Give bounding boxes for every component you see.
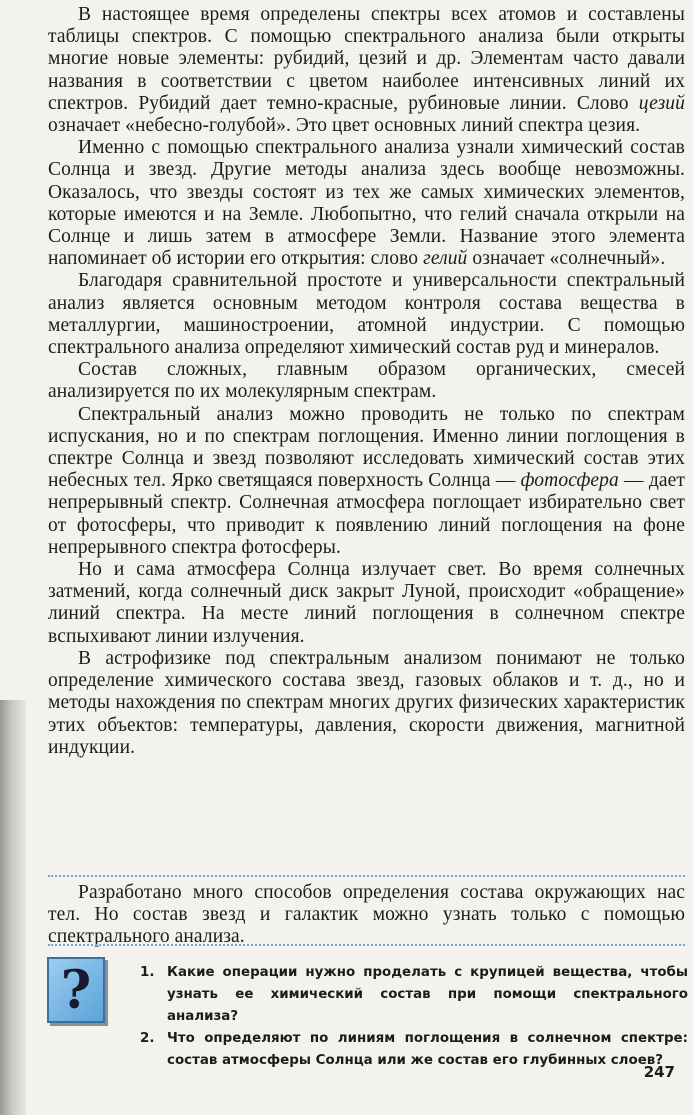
paragraph-spectra (48, 4, 685, 137)
question-text: Какие операции нужно проделать с крупицей вещества, чтобы узнать ее химический состав при помощи спектрального анализа? (167, 965, 688, 1024)
paragraph-sun-composition (48, 137, 685, 270)
text-run: В настоящее время определены спектры всех атомов и составлены таблицы спектров. С помощью спектрального анализа были открыты многие новые элементы: рубидий, цезий и др. Элементам часто давали названия в соответствии с цветом наиболее интенсивных линий их спектров. Рубидий дает темно-красные, рубиновые линии. Слово (48, 4, 685, 114)
question-item (140, 962, 688, 1028)
main-text (48, 4, 685, 759)
text-run: Состав сложных, главным образом органических, смесей анализируется по их молекулярным спектрам. (48, 359, 685, 403)
page-spine-shadow (0, 700, 26, 1115)
question-text: Что определяют по линиям поглощения в солнечном спектре: состав атмосферы Солнца или же состав его глубинных слоев? (167, 1031, 688, 1068)
paragraph-molecular (48, 359, 685, 403)
text-run: Благодаря сравнительной простоте и универсальности спектральный анализ является основным методом контроля состава вещества в металлургии, машиностроении, атомной индустрии. С помощью спектрального анализа определяют химический состав руд и минералов. (48, 270, 685, 359)
question-mark-glyph: ? (60, 959, 92, 1021)
text-run: В астрофизике под спектральным анализом понимают не только определение химического состава звезд, газовых облаков и т. д., но и методы нахождения по спектрам многих других физических характеристик этих объектов: температуры, давления, скорости движения, магнитной индукции. (48, 647, 685, 758)
paragraph-astrophysics (48, 648, 685, 759)
question-item (140, 1028, 688, 1072)
text-run: — дает непрерывный спектр. Солнечная атмосфера поглощает избирательно свет от фотосферы, что приводит к появлению линий поглощения на фоне непрерывного спектра фотосферы. (48, 470, 685, 558)
paragraph-industry (48, 270, 685, 359)
text-run: означает «небесно-голубой». Это цвет основных линий спектра цезия. (48, 115, 641, 137)
text-run: означает «солнечный». (467, 248, 666, 270)
italic-term: цезий (638, 92, 685, 114)
page-number: 247 (643, 1063, 675, 1081)
paragraph-eclipse (48, 559, 685, 648)
question-number: 1. (140, 965, 155, 980)
review-questions (140, 962, 688, 1072)
italic-term: фотосфера (520, 470, 619, 492)
text-run: Именно с помощью спектрального анализа узнали химический состав Солнца и звезд. Другие методы анализа здесь вообще невозможны. Оказалось, что звезды состоят из тех же самых химических элементов, которые имеются и на Земле. Любопытно, что гелий сначала открыли на Солнце и лишь затем в атмосфере Земли. Название этого элемента напоминает об истории его открытия: слово (48, 137, 685, 270)
question-number: 2. (140, 1031, 155, 1046)
italic-term: гелий (423, 248, 468, 270)
paragraph-absorption (48, 404, 685, 559)
text-run: Спектральный анализ можно проводить не только по спектрам испускания, но и по спектрам поглощения. Именно линии поглощения в спектре Солнца и звезд позволяют исследовать химический состав этих небесных тел. Ярко светящаяся поверхность Солнца — (48, 403, 685, 492)
question-icon (47, 957, 105, 1023)
summary-block (48, 882, 685, 949)
text-run: Но и сама атмосфера Солнца излучает свет. Во время солнечных затмений, когда солнечный диск закрыт Луной, происходит «обращение» линий спектра. На месте линий поглощения в солнечном спектре вспыхивают линии излучения. (48, 559, 685, 647)
summary-top-divider (48, 875, 685, 877)
summary-text: Разработано много способов определения состава окружающих нас тел. Но состав звезд и галактик можно узнать только с помощью спектрального анализа. (48, 882, 685, 948)
summary-bottom-divider (48, 944, 685, 946)
